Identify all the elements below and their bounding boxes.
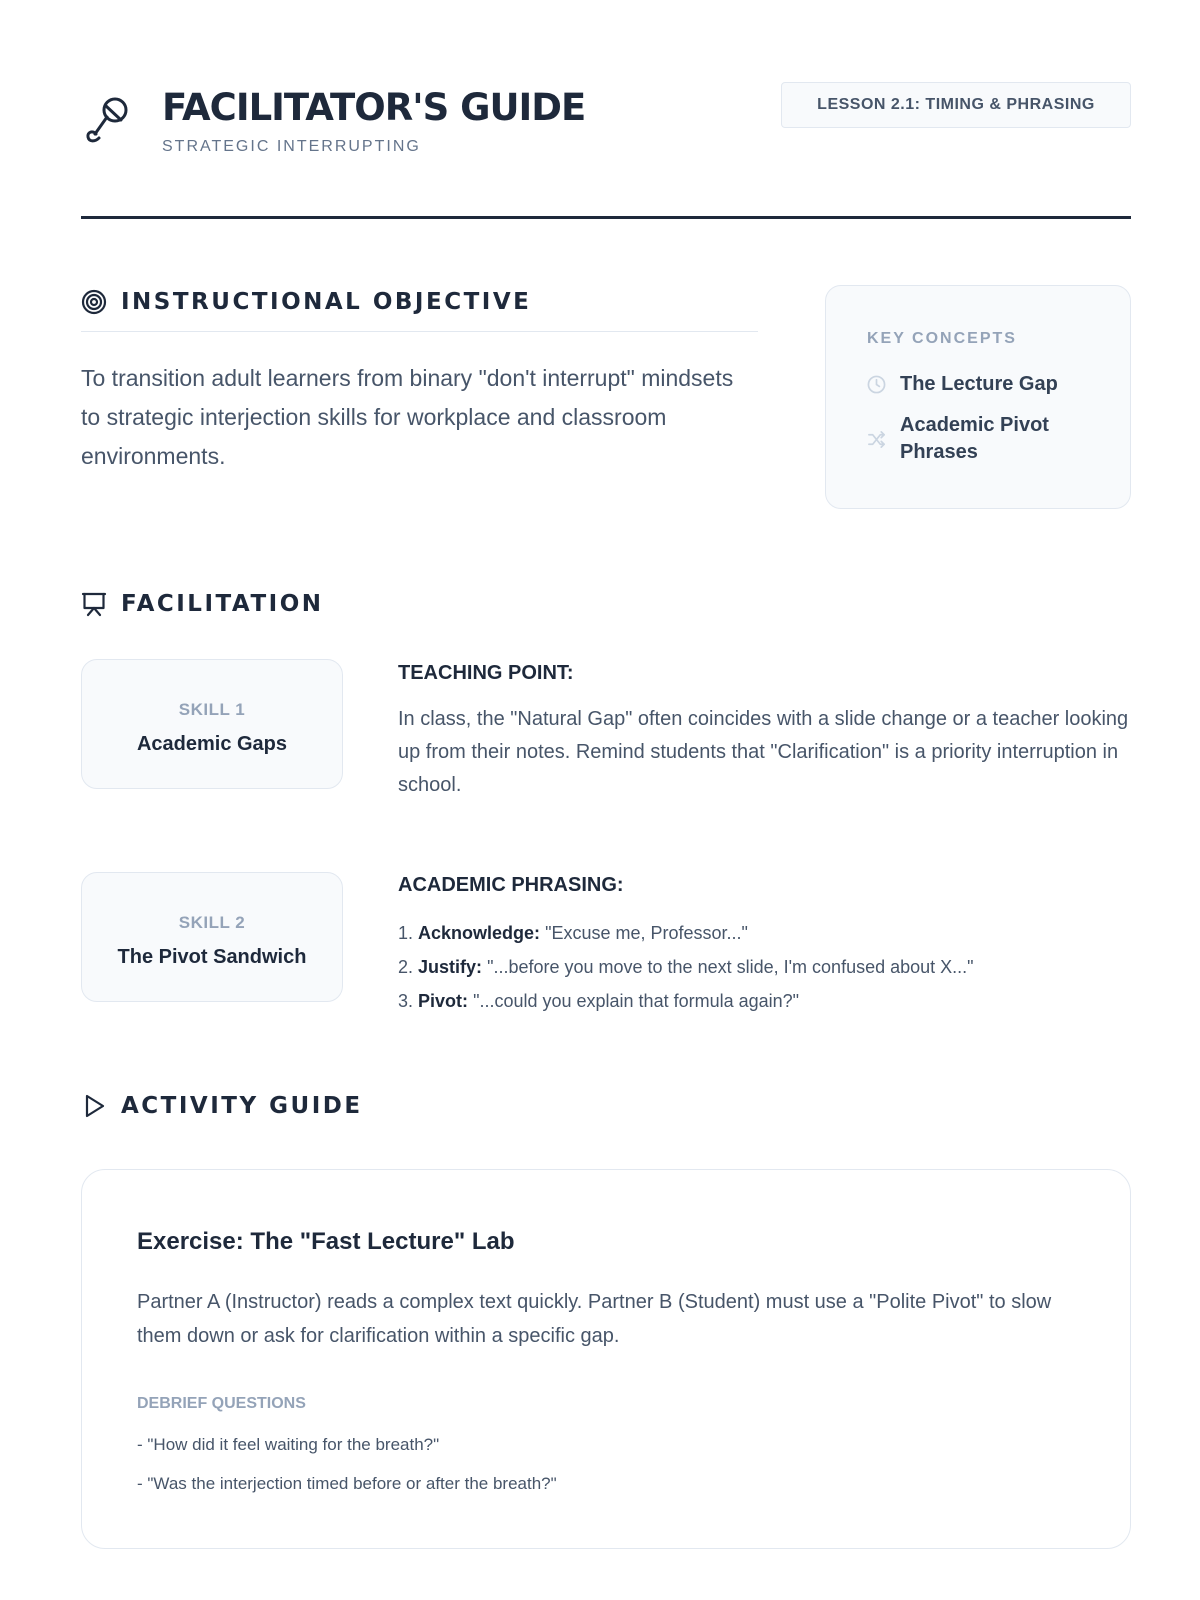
clock-icon [867,375,886,394]
debrief-question: - "Was the interjection timed before or after the breath?" [137,1474,557,1493]
teaching-point-label: TEACHING POINT: [398,662,574,684]
teaching-point-text: In class, the "Natural Gap" often coincides with a slide change or a teacher looking up from their notes. Remind students that "Clarification" is a priority interruption in school. [398,708,1129,796]
skill-card [81,659,343,789]
activity-heading [81,1090,363,1122]
objective-text: To transition adult learners from binary "don't interrupt" mindsets to strategic interjection skills for workplace and classroom environments. [81,365,734,469]
objective-title: INSTRUCTIONAL OBJECTIVE [121,289,532,315]
exercise-title: Exercise: The "Fast Lecture" Lab [137,1228,515,1255]
target-icon [81,289,107,315]
facilitation-title: FACILITATION [121,591,324,617]
objective-divider [81,331,758,332]
page-title: FACILITATOR'S GUIDE [162,86,586,129]
phrasing-step: 1. Acknowledge: "Excuse me, Professor..." [398,923,748,943]
page-header [81,82,1131,219]
phrasing-steps-list [398,916,1131,1018]
key-concepts-panel [825,285,1131,509]
debrief-question: - "How did it feel waiting for the breath?" [137,1435,440,1454]
skill-number: SKILL 2 [178,913,246,932]
activity-title: ACTIVITY GUIDE [121,1093,363,1119]
page-subtitle: STRATEGIC INTERRUPTING [162,138,421,155]
shuffle-icon [867,430,886,449]
debrief-label: DEBRIEF QUESTIONS [137,1395,306,1412]
concept-label: The Lecture Gap [900,373,1058,395]
guide-page [81,0,1131,1600]
skill-number: SKILL 1 [178,700,246,719]
objective-heading [81,286,531,318]
exercise-text: Partner A (Instructor) reads a complex text quickly. Partner B (Student) must use a "Polite Pivot" to slow them down or ask for clarification within a specific gap. [137,1291,1052,1347]
facilitation-heading [81,588,324,620]
concept-item [867,371,1058,398]
concept-item [867,412,1097,466]
skill-name: The Pivot Sandwich [117,946,307,968]
presentation-icon [81,591,107,617]
concept-label: Academic Pivot Phrases [900,414,1049,463]
play-icon [81,1093,107,1119]
key-concepts-label: KEY CONCEPTS [867,330,1017,347]
microphone-icon [85,94,131,146]
phrasing-step: 2. Justify: "...before you move to the next slide, I'm confused about X..." [398,957,974,977]
debrief-questions-list [137,1425,557,1503]
lesson-badge: LESSON 2.1: TIMING & PHRASING [781,82,1131,128]
academic-phrasing-label: ACADEMIC PHRASING: [398,874,624,896]
phrasing-step: 3. Pivot: "...could you explain that formula again?" [398,991,800,1011]
skill-card [81,872,343,1002]
activity-card [81,1169,1131,1549]
skill-name: Academic Gaps [136,733,288,755]
